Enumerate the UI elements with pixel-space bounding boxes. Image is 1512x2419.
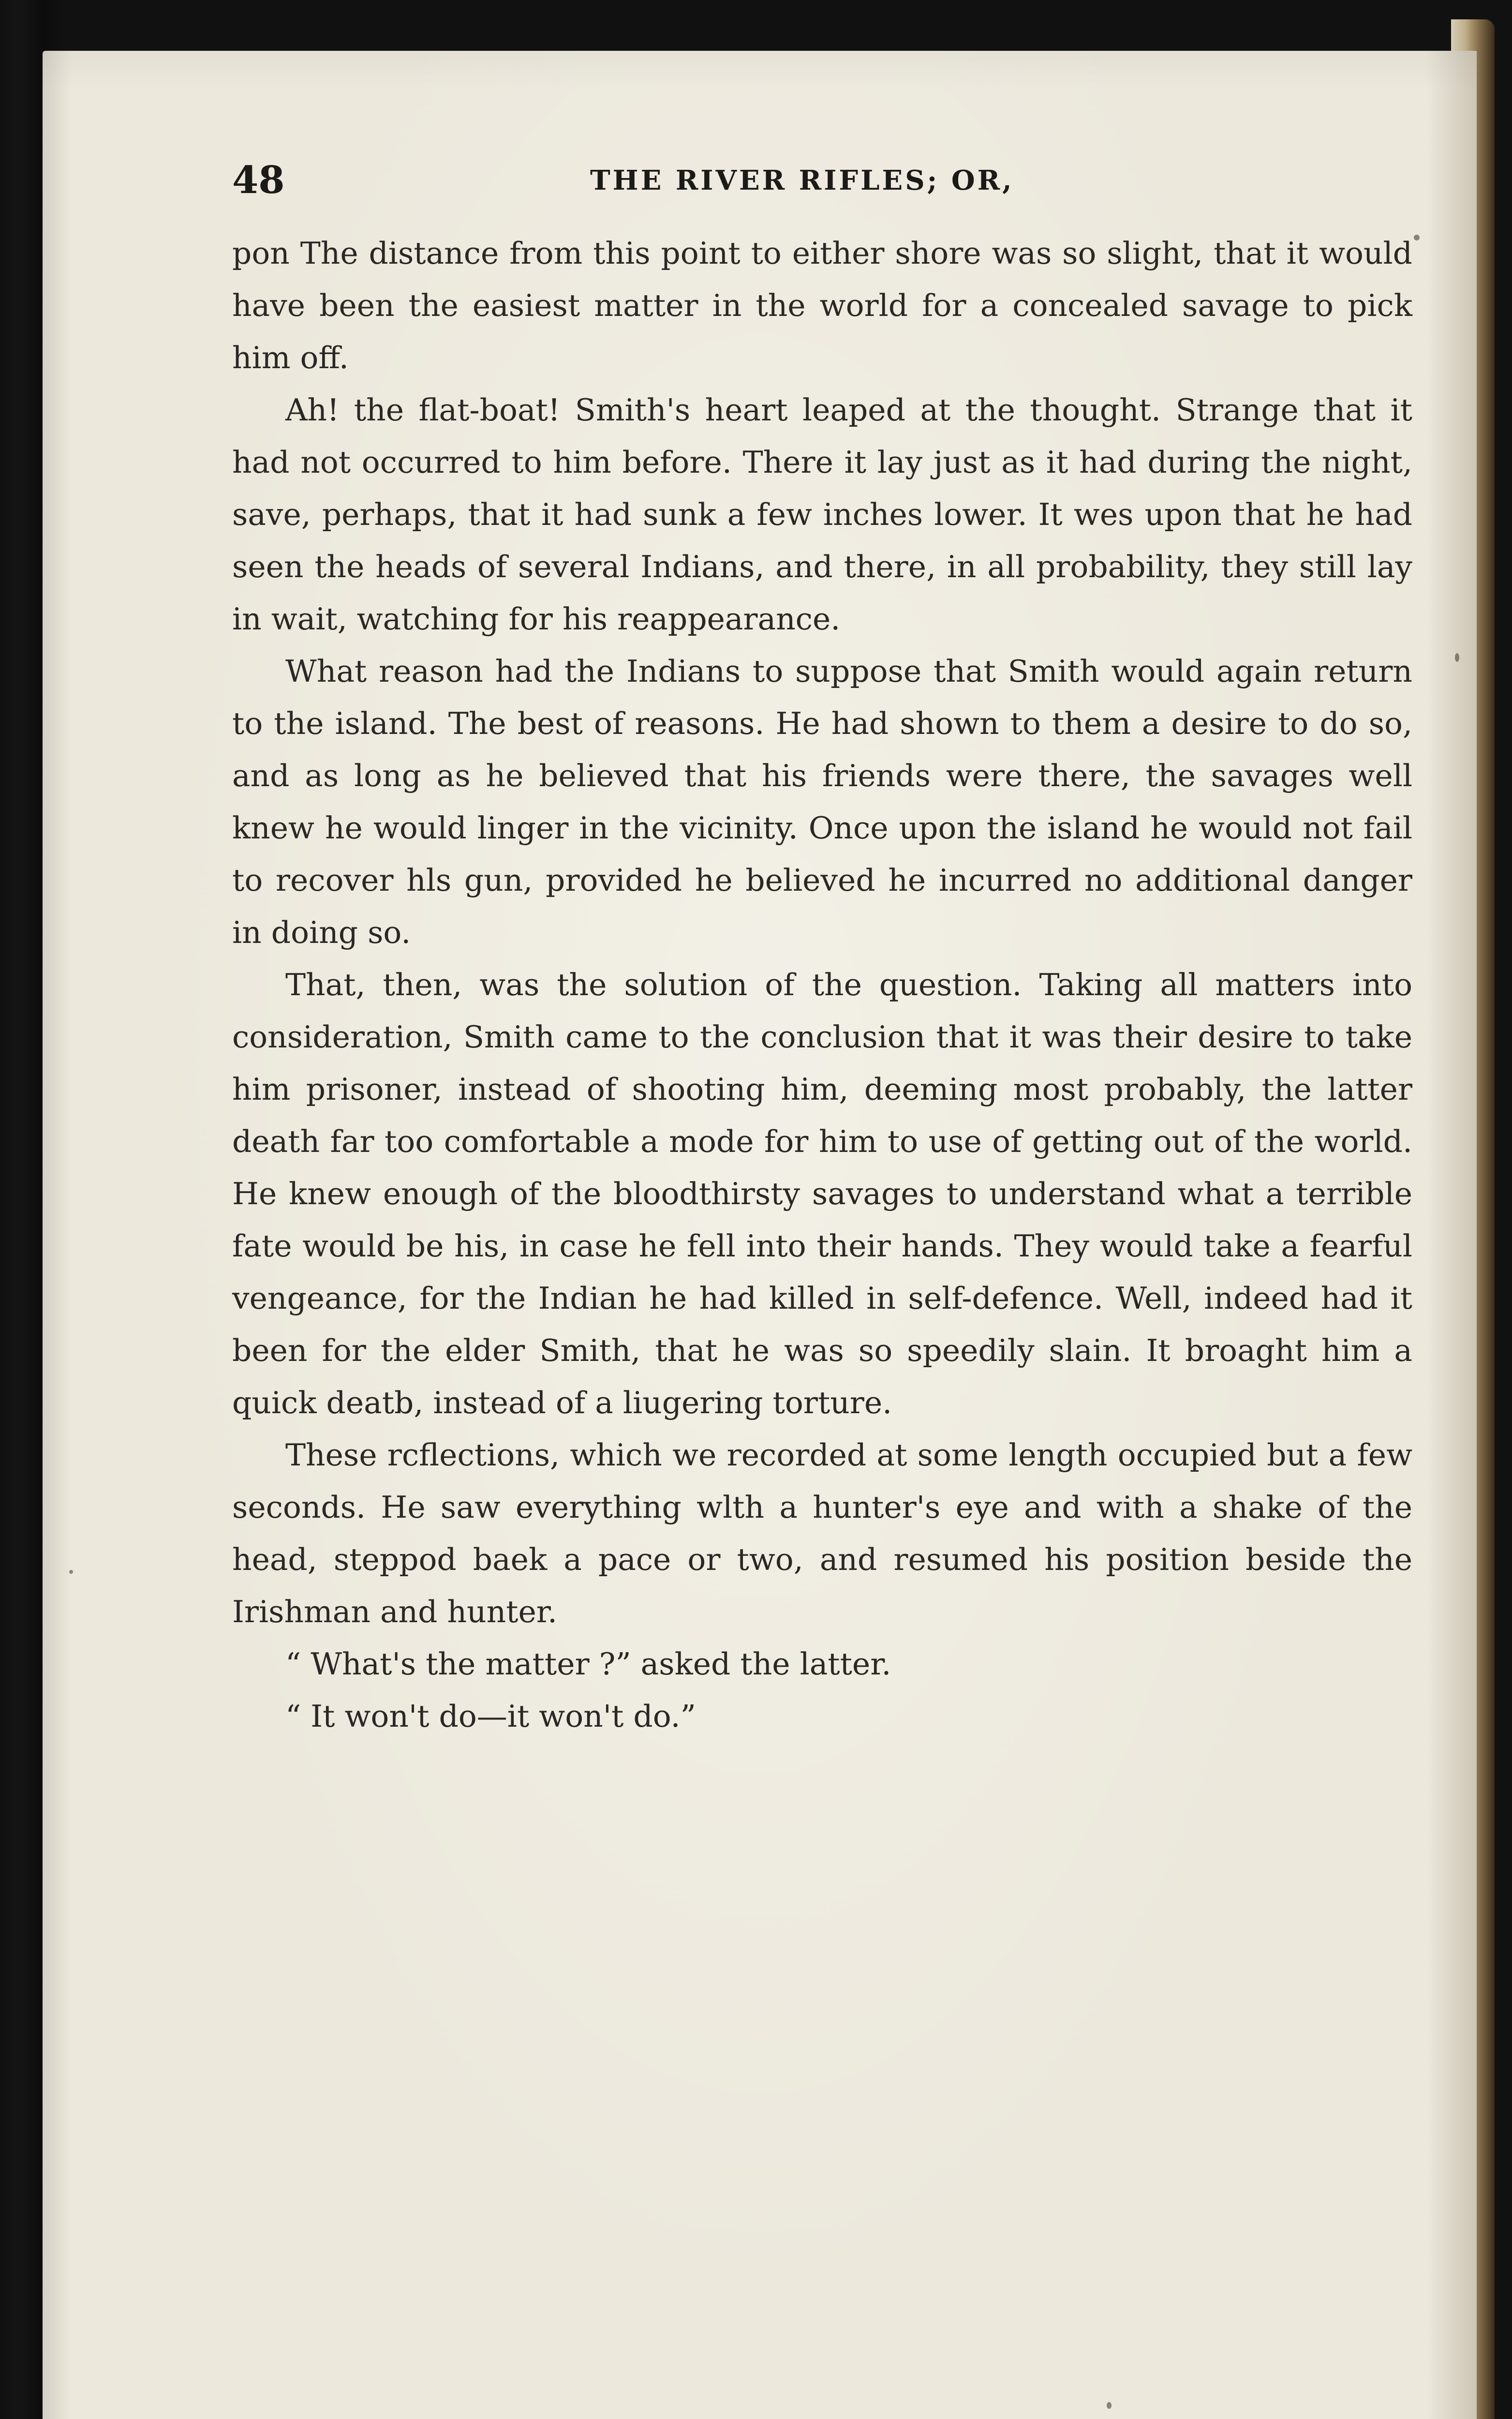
paragraph-2: Ah! the flat-boat! Smith's heart leaped at the thought. Strange that it had not occurred to him before. There it lay just as it had during the night, save, perhaps, that it had sunk a few inches lower. It wes upon that he had seen the heads of several Indians, and there, in all probability, they still lay in wait, watching for his reappearance. [232,392,1412,637]
paragraph-5: These rcflections, which we recorded at some length occupied but a few seconds. He saw everything wlth a hunter's eye and with a shake of the head, steppod baek a pace or two, and resumed his position beside the Irishman and hunter. [232,1437,1412,1629]
ink-speck [1107,2402,1112,2409]
running-head: THE RIVER RIFLES; OR, [590,164,1014,196]
paragraph-4: That, then, was the solution of the question. Taking all matters into consideration, Smith came to the conclusion that it was their desire to take him prisoner, instead of shooting him, deeming most probably, the latter death far too comfortable a mode for him to use of getting out of the world. He knew enough of the bloodthirsty savages to understand what a terrible fate would be his, in case he fell into their hands. They would take a fearful vengeance, for the Indian he had killed in self-defence. Well, indeed had it been for the elder Smith, that he was so speedily slain. It broaght him a quick deatb, instead of a liugering torture. [232,967,1412,1420]
ink-speck [1455,653,1459,662]
paragraph-1: pon The distance from this point to either shore was so slight, that it would have been the easiest matter in the world for a concealed savage to pick him off. [232,236,1412,375]
paragraph-3: What reason had the Indians to suppose that Smith would again return to the island. The best of reasons. He had shown to them a desire to do so, and as long as he believed that his friends were there, the savages well knew he would linger in the vicinity. Once upon the island he would not fail to recover hls gun, provided he believed he incurred no additional danger in doing so. [232,654,1412,950]
page-number: 48 [232,158,285,202]
ink-speck [1414,235,1420,240]
body-text [232,227,1412,1743]
paragraph-7: “ It won't do—it won't do.” [285,1699,696,1734]
ink-speck [69,1570,73,1574]
page-header [232,154,1412,207]
paragraph-6: “ What's the matter ?” asked the latter. [285,1646,891,1682]
